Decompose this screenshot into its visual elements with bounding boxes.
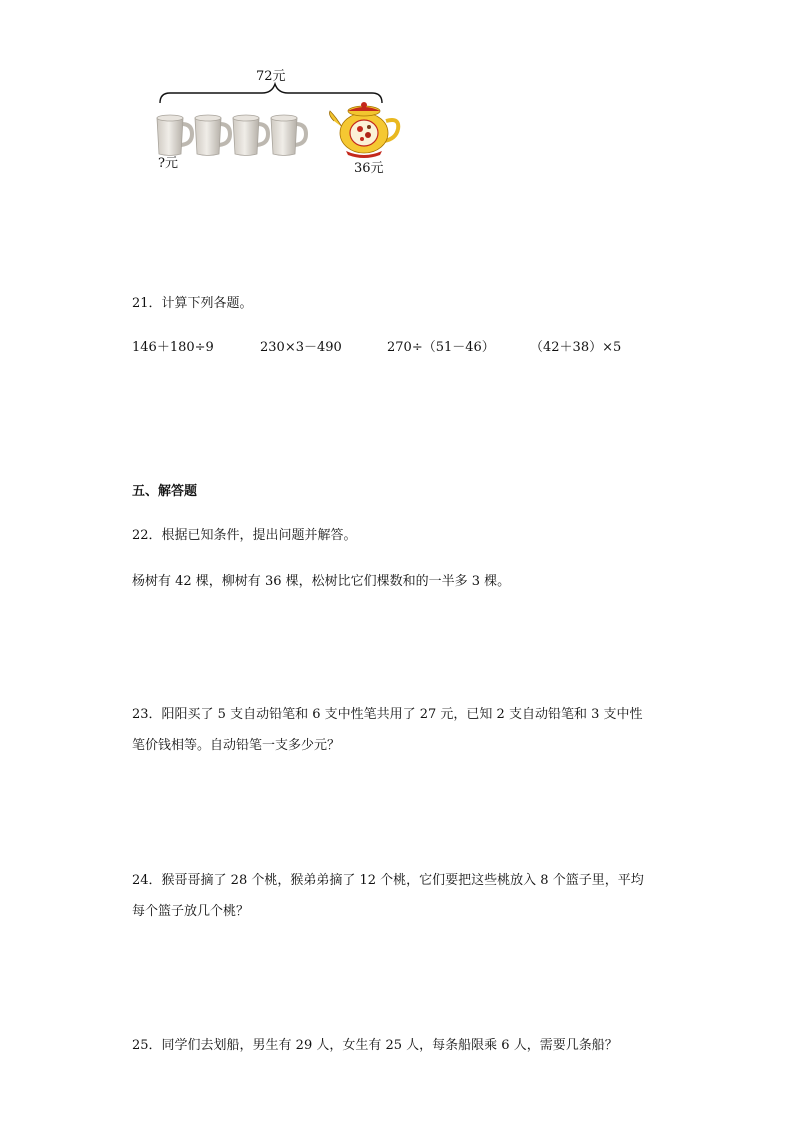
question-22-title: 22．根据已知条件，提出问题并解答。 bbox=[132, 528, 357, 543]
expression-3: 270÷（51－46） bbox=[387, 340, 495, 355]
question-23-line-1: 23．阳阳买了 5 支自动铅笔和 6 支中性笔共用了 27 元，已知 2 支自动铅笔和 3 支中性 bbox=[132, 707, 643, 722]
cup-price-label: ?元 bbox=[158, 156, 178, 171]
question-25-line-1: 25．同学们去划船，男生有 29 人，女生有 25 人，每条船限乘 6 人，需要几条船？ bbox=[132, 1038, 618, 1053]
section-title: 五、解答题 bbox=[132, 484, 198, 499]
teapot-price-label: 36元 bbox=[354, 161, 384, 176]
expression-1: 146＋180÷9 bbox=[132, 340, 214, 355]
mug-icon bbox=[192, 112, 232, 158]
question-23-line-2: 笔价钱相等。自动铅笔一支多少元？ bbox=[132, 738, 341, 753]
question-21-title: 21．计算下列各题。 bbox=[132, 296, 253, 311]
teapot-icon bbox=[328, 99, 404, 159]
mug-icon bbox=[230, 112, 270, 158]
mug-icon bbox=[154, 112, 194, 158]
expression-4: （42＋38）×5 bbox=[530, 340, 622, 355]
total-price-label: 72元 bbox=[256, 69, 286, 84]
mug-icon bbox=[268, 112, 308, 158]
expression-2: 230×3－490 bbox=[260, 340, 342, 355]
question-24-line-1: 24．猴哥哥摘了 28 个桃，猴弟弟摘了 12 个桃，它们要把这些桃放入 8 个篮子里，平均 bbox=[132, 873, 644, 888]
question-24-line-2: 每个篮子放几个桃？ bbox=[132, 904, 250, 919]
question-22-body: 杨树有 42 棵，柳树有 36 棵，松树比它们棵数和的一半多 3 棵。 bbox=[132, 574, 511, 589]
price-figure bbox=[150, 60, 410, 180]
